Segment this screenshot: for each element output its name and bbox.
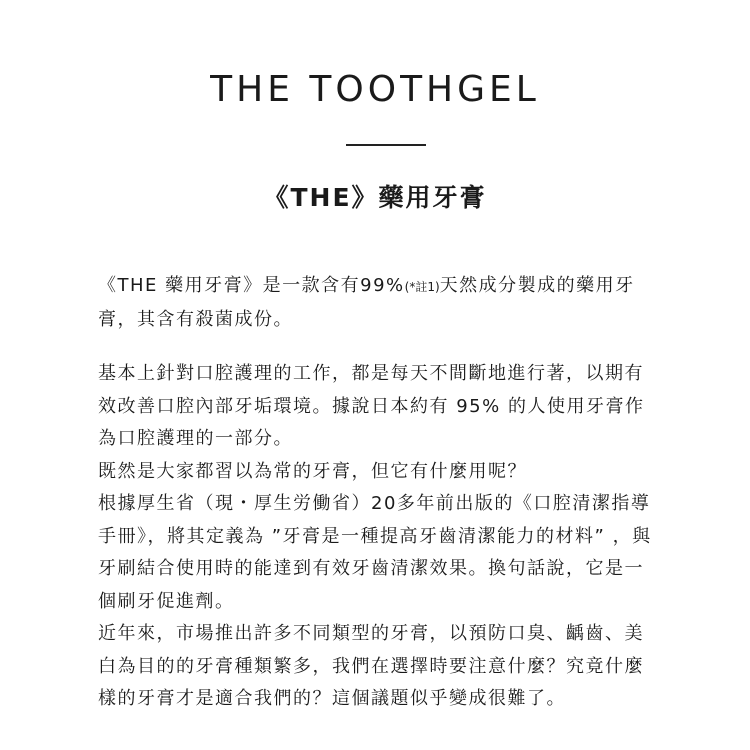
paragraph-market: 近年來，市場推出許多不同類型的牙膏，以預防口臭、齲齒、美白為目的的牙膏種類繁多，我們在選擇時要注意什麼？究竟什麼樣的牙膏才是適合我們的？這個議題似乎變成很難了。 <box>98 623 644 709</box>
paragraph-question: 既然是大家都習以為常的牙膏，但它有什麼用呢？ <box>98 460 527 482</box>
intro-text-end: 天然成分製成的藥用牙膏，其含有殺菌成份。 <box>98 275 635 330</box>
page-subtitle: 《THE》藥用牙膏 <box>263 183 487 212</box>
intro-text-start: 《THE 藥用牙膏》是一款含有99% <box>98 275 405 296</box>
paragraph-oral-care: 基本上針對口腔護理的工作，都是每天不間斷地進行著，以期有效改善口腔內部牙垢環境。據說日本約有 95% 的人使用牙膏作為口腔護理的一部分。 <box>98 363 645 449</box>
page-title: THE TOOTHGEL <box>210 69 540 110</box>
footnote-marker: (*註1) <box>404 280 440 294</box>
paragraph-definition: 根據厚生省（現・厚生労働省）20多年前出版的《口腔清潔指導手冊》，將其定義為 ”牙膏是一種提高牙齒清潔能力的材料” ，與牙刷結合使用時的能達到有效牙齒清潔效果。換句話說，它是一個刷牙促進劑。 <box>98 493 652 612</box>
main-text <box>98 358 663 716</box>
title-divider <box>346 144 426 146</box>
intro-paragraph <box>98 270 663 336</box>
